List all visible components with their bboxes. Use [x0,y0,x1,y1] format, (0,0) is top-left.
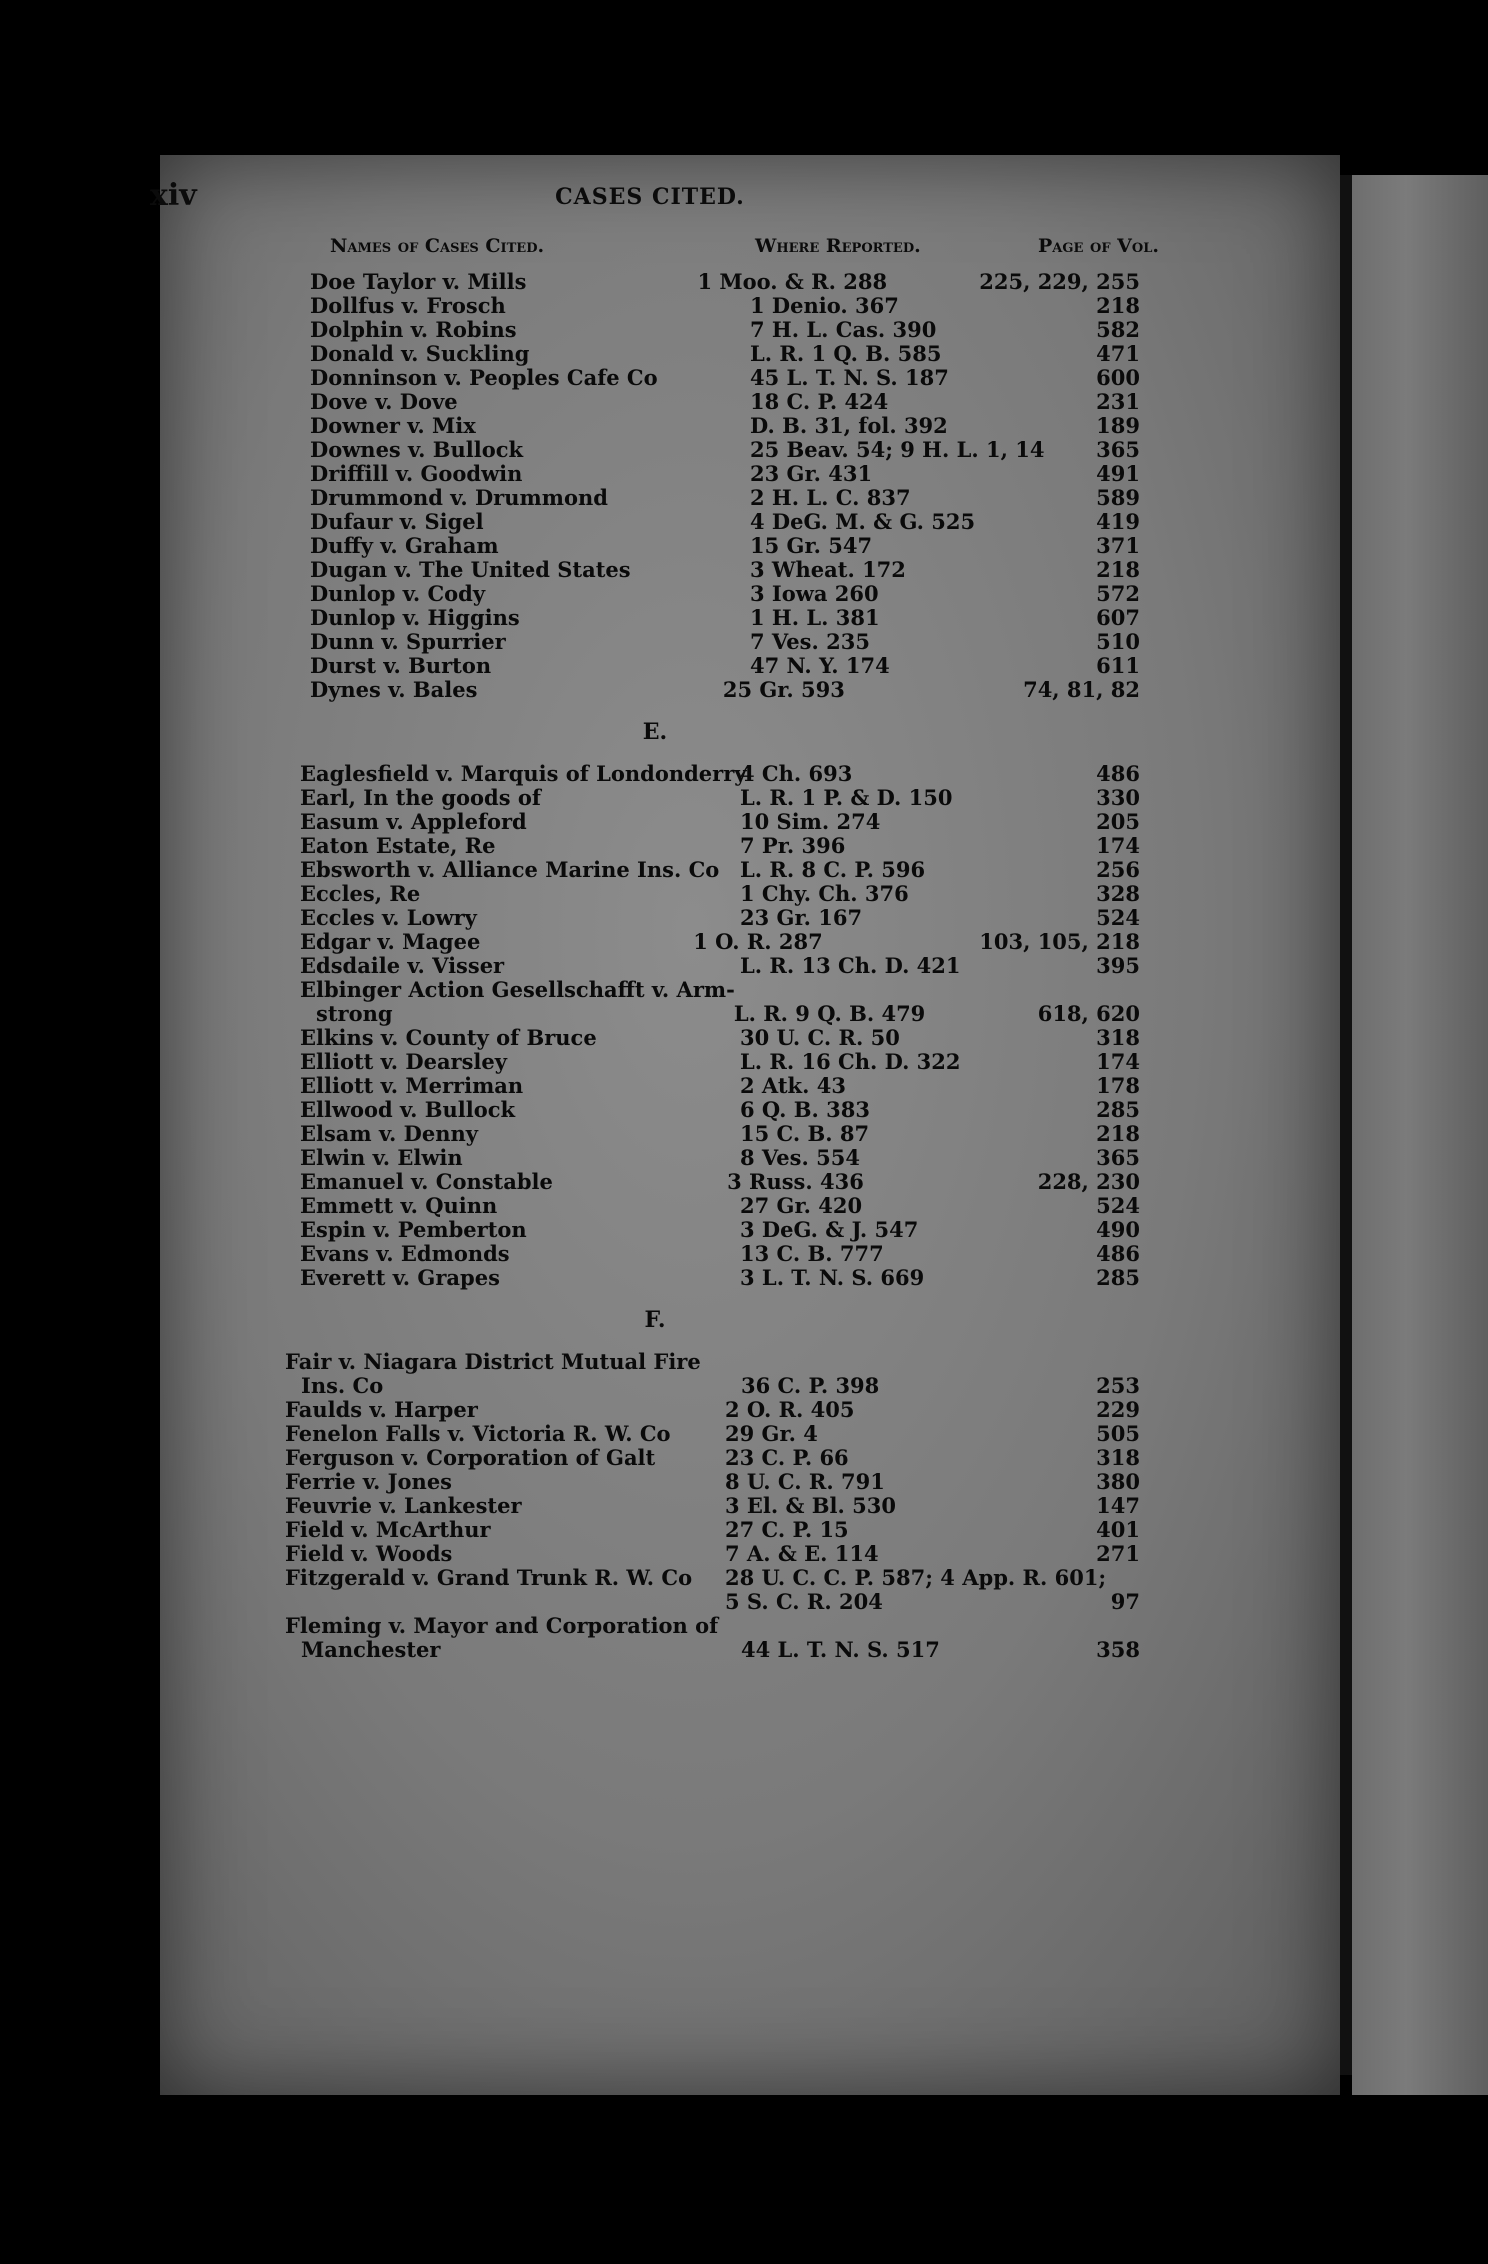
case-pages: 285 [1096,1097,1140,1122]
case-entry [150,1098,1160,1122]
case-name: Elkins v. County of Bruce [300,1025,597,1050]
case-entry [150,366,1160,390]
case-name: Dollfus v. Frosch [310,293,506,318]
case-reference: 25 Beav. 54; 9 H. L. 1, 14 [750,437,1045,462]
case-pages: 380 [1096,1469,1140,1494]
case-name: Espin v. Pemberton [300,1217,527,1242]
case-reference: 3 Russ. 436 [727,1169,864,1194]
case-pages: 365 [1096,437,1140,462]
case-reference: 36 C. P. 398 [741,1373,880,1398]
case-entry [150,1218,1160,1242]
case-reference: 7 A. & E. 114 [725,1541,879,1566]
case-entry [150,1374,1160,1398]
case-entry [150,486,1160,510]
case-entry [150,1266,1160,1290]
case-reference: D. B. 31, fol. 392 [750,413,948,438]
case-pages: 328 [1096,881,1140,906]
col-where-heading: Where Reported. [755,235,921,257]
case-name: Eaglesfield v. Marquis of Londonderry [300,761,747,786]
case-reference: 2 H. L. C. 837 [750,485,911,510]
case-entry [150,342,1160,366]
case-entry [150,1614,1160,1638]
case-name: Earl, In the goods of [300,785,541,810]
case-name: Donninson v. Peoples Cafe Co [310,365,658,390]
case-name: Dolphin v. Robins [310,317,517,342]
case-entry [150,582,1160,606]
case-pages: 618, 620 [1037,1001,1140,1026]
case-pages: 471 [1096,341,1140,366]
case-pages: 318 [1096,1445,1140,1470]
case-reference: 44 L. T. N. S. 517 [741,1637,940,1662]
case-entry [150,1170,1160,1194]
col-names-heading: Names of Cases Cited. [330,235,545,257]
case-reference: 7 Pr. 396 [740,833,846,858]
case-pages: 218 [1096,557,1140,582]
case-pages: 419 [1096,509,1140,534]
case-name: Fitzgerald v. Grand Trunk R. W. Co [285,1565,693,1590]
case-pages: 611 [1096,653,1140,678]
case-name: Dynes v. Bales [310,677,478,702]
case-pages: 174 [1096,833,1140,858]
case-entry [150,414,1160,438]
case-reference: 30 U. C. R. 50 [740,1025,900,1050]
case-entry [150,510,1160,534]
case-reference: 29 Gr. 4 [725,1421,818,1446]
case-entry [150,1350,1160,1374]
case-list [150,270,1160,1662]
case-reference: L. R. 1 P. & D. 150 [740,785,953,810]
case-pages: 218 [1096,1121,1140,1146]
case-name: Dufaur v. Sigel [310,509,484,534]
case-name: Durst v. Burton [310,653,492,678]
case-pages: 371 [1096,533,1140,558]
case-pages: 330 [1096,785,1140,810]
case-entry [150,1242,1160,1266]
case-reference: L. R. 13 Ch. D. 421 [740,953,961,978]
case-name: Drummond v. Drummond [310,485,608,510]
case-reference: 4 DeG. M. & G. 525 [750,509,976,534]
case-name: Manchester [301,1637,441,1662]
case-entry [150,1122,1160,1146]
case-pages: 318 [1096,1025,1140,1050]
case-entry [150,1002,1160,1026]
case-name: Elliott v. Dearsley [300,1049,507,1074]
case-entry [150,558,1160,582]
case-reference: 6 Q. B. 383 [740,1097,870,1122]
case-reference: 3 El. & Bl. 530 [725,1493,896,1518]
case-reference: 1 H. L. 381 [750,605,880,630]
case-pages: 607 [1096,605,1140,630]
case-reference: 4 Ch. 693 [740,761,853,786]
case-reference: 18 C. P. 424 [750,389,889,414]
case-pages: 103, 105, 218 [979,929,1140,954]
case-name: Fenelon Falls v. Victoria R. W. Co [285,1421,671,1446]
case-pages: 486 [1096,761,1140,786]
case-pages: 505 [1096,1421,1140,1446]
case-reference: 8 U. C. R. 791 [725,1469,885,1494]
case-entry [150,786,1160,810]
case-name: Elliott v. Merriman [300,1073,524,1098]
case-reference: 23 Gr. 167 [740,905,863,930]
case-pages: 256 [1096,857,1140,882]
case-name: Doe Taylor v. Mills [310,269,527,294]
case-entry [150,630,1160,654]
case-name: Elwin v. Elwin [300,1145,463,1170]
case-reference: 28 U. C. C. P. 587; 4 App. R. 601; [725,1565,1107,1590]
case-pages: 285 [1096,1265,1140,1290]
case-name: Duffy v. Graham [310,533,499,558]
case-reference: 3 Iowa 260 [750,581,879,606]
case-entry [150,1446,1160,1470]
case-reference: 25 Gr. 593 [722,677,845,702]
case-entry [150,654,1160,678]
case-name: Edgar v. Magee [300,929,481,954]
case-entry [150,1518,1160,1542]
case-name: Faulds v. Harper [285,1397,478,1422]
case-name: Eccles, Re [300,881,421,906]
case-reference: L. R. 16 Ch. D. 322 [740,1049,961,1074]
folio-number: xiv [150,178,197,213]
case-reference: 7 Ves. 235 [750,629,870,654]
case-name: Field v. McArthur [285,1517,491,1542]
case-name: Fair v. Niagara District Mutual Fire [285,1349,701,1374]
case-reference: 1 Moo. & R. 288 [697,269,888,294]
case-pages: 229 [1096,1397,1140,1422]
case-reference: 23 C. P. 66 [725,1445,849,1470]
case-pages: 358 [1096,1637,1140,1662]
case-reference: 23 Gr. 431 [750,461,873,486]
case-pages: 225, 229, 255 [979,269,1140,294]
case-entry [150,1638,1160,1662]
case-entry [150,1194,1160,1218]
case-pages: 97 [1110,1589,1140,1614]
case-entry [150,318,1160,342]
case-pages: 524 [1096,905,1140,930]
section-letter: E. [642,719,668,745]
case-name: Driffill v. Goodwin [310,461,523,486]
case-reference: 15 Gr. 547 [750,533,873,558]
case-reference: L. R. 1 Q. B. 585 [750,341,942,366]
case-name: Emanuel v. Constable [300,1169,553,1194]
case-pages: 486 [1096,1241,1140,1266]
case-name: Edsdaile v. Visser [300,953,505,978]
case-pages: 231 [1096,389,1140,414]
case-name: Emmett v. Quinn [300,1193,498,1218]
case-entry [150,438,1160,462]
case-reference: 47 N. Y. 174 [750,653,890,678]
case-pages: 218 [1096,293,1140,318]
case-name: Ins. Co [301,1373,384,1398]
case-name: Dunlop v. Cody [310,581,486,606]
case-name: Evans v. Edmonds [300,1241,510,1266]
case-name: Ferguson v. Corporation of Galt [285,1445,656,1470]
case-entry [150,930,1160,954]
case-name: Elsam v. Denny [300,1121,478,1146]
case-entry [150,270,1160,294]
case-reference: 3 L. T. N. S. 669 [740,1265,925,1290]
case-entry [150,834,1160,858]
case-reference: L. R. 9 Q. B. 479 [733,1001,926,1026]
case-name: Eaton Estate, Re [300,833,496,858]
case-pages: 174 [1096,1049,1140,1074]
case-pages: 189 [1096,413,1140,438]
case-pages: 253 [1096,1373,1140,1398]
case-entry [150,1566,1160,1590]
case-entry [150,906,1160,930]
case-entry [150,678,1160,702]
case-name: Ebsworth v. Alliance Marine Ins. Co [300,857,720,882]
case-name: Eccles v. Lowry [300,905,477,930]
case-pages: 572 [1096,581,1140,606]
page-header [150,178,1150,218]
case-entry [150,1542,1160,1566]
case-pages: 271 [1096,1541,1140,1566]
case-pages: 582 [1096,317,1140,342]
case-pages: 395 [1096,953,1140,978]
case-name: Downer v. Mix [310,413,476,438]
case-pages: 524 [1096,1193,1140,1218]
case-entry [150,1590,1160,1614]
case-pages: 205 [1096,809,1140,834]
case-pages: 600 [1096,365,1140,390]
case-reference: 27 Gr. 420 [740,1193,863,1218]
case-entry [150,762,1160,786]
case-entry [150,978,1160,1002]
case-entry [150,1422,1160,1446]
case-reference: L. R. 8 C. P. 596 [740,857,926,882]
case-name: Everett v. Grapes [300,1265,500,1290]
case-pages: 401 [1096,1517,1140,1542]
case-name: Dunn v. Spurrier [310,629,506,654]
case-entry [150,1470,1160,1494]
case-reference: 1 Chy. Ch. 376 [740,881,909,906]
case-name: Feuvrie v. Lankester [285,1493,522,1518]
case-name: Dunlop v. Higgins [310,605,520,630]
case-name: Elbinger Action Gesellschafft v. Arm- [300,977,735,1002]
case-name: Ellwood v. Bullock [300,1097,516,1122]
case-reference: 2 Atk. 43 [740,1073,846,1098]
case-reference: 5 S. C. R. 204 [725,1589,883,1614]
section-letter: F. [644,1307,666,1333]
case-pages: 178 [1096,1073,1140,1098]
case-name: Dugan v. The United States [310,557,631,582]
case-reference: 8 Ves. 554 [740,1145,860,1170]
case-pages: 491 [1096,461,1140,486]
case-reference: 13 C. B. 777 [740,1241,884,1266]
case-reference: 3 DeG. & J. 547 [740,1217,919,1242]
case-entry [150,534,1160,558]
case-entry [150,1494,1160,1518]
case-reference: 2 O. R. 405 [725,1397,855,1422]
case-entry [150,1146,1160,1170]
case-reference: 3 Wheat. 172 [750,557,906,582]
case-entry [150,882,1160,906]
case-reference: 27 C. P. 15 [725,1517,849,1542]
case-entry [150,294,1160,318]
case-entry [150,1398,1160,1422]
case-reference: 10 Sim. 274 [740,809,881,834]
case-pages: 147 [1096,1493,1140,1518]
case-name: Dove v. Dove [310,389,458,414]
case-entry [150,810,1160,834]
column-headings [170,235,1160,265]
case-entry [150,390,1160,414]
col-page-heading: Page of Vol. [1038,235,1159,257]
case-entry [150,1026,1160,1050]
case-pages: 74, 81, 82 [1023,677,1140,702]
case-entry [150,1050,1160,1074]
case-entry [150,858,1160,882]
case-pages: 228, 230 [1037,1169,1140,1194]
case-pages: 510 [1096,629,1140,654]
case-name: Fleming v. Mayor and Corporation of [285,1613,719,1638]
case-name: Field v. Woods [285,1541,453,1566]
case-pages: 365 [1096,1145,1140,1170]
case-reference: 7 H. L. Cas. 390 [750,317,937,342]
case-reference: 1 Denio. 367 [750,293,899,318]
running-title: CASES CITED. [555,184,745,210]
case-name: Downes v. Bullock [310,437,524,462]
case-entry [150,606,1160,630]
facing-page-edge [1352,175,1488,2095]
case-name: Donald v. Suckling [310,341,530,366]
case-reference: 15 C. B. 87 [740,1121,870,1146]
case-entry [150,1074,1160,1098]
case-reference: 1 O. R. 287 [693,929,823,954]
case-name: Easum v. Appleford [300,809,527,834]
case-name: Ferrie v. Jones [285,1469,453,1494]
case-reference: 45 L. T. N. S. 187 [750,365,949,390]
case-pages: 589 [1096,485,1140,510]
case-pages: 490 [1096,1217,1140,1242]
case-name: strong [316,1001,393,1026]
case-entry [150,462,1160,486]
case-entry [150,954,1160,978]
